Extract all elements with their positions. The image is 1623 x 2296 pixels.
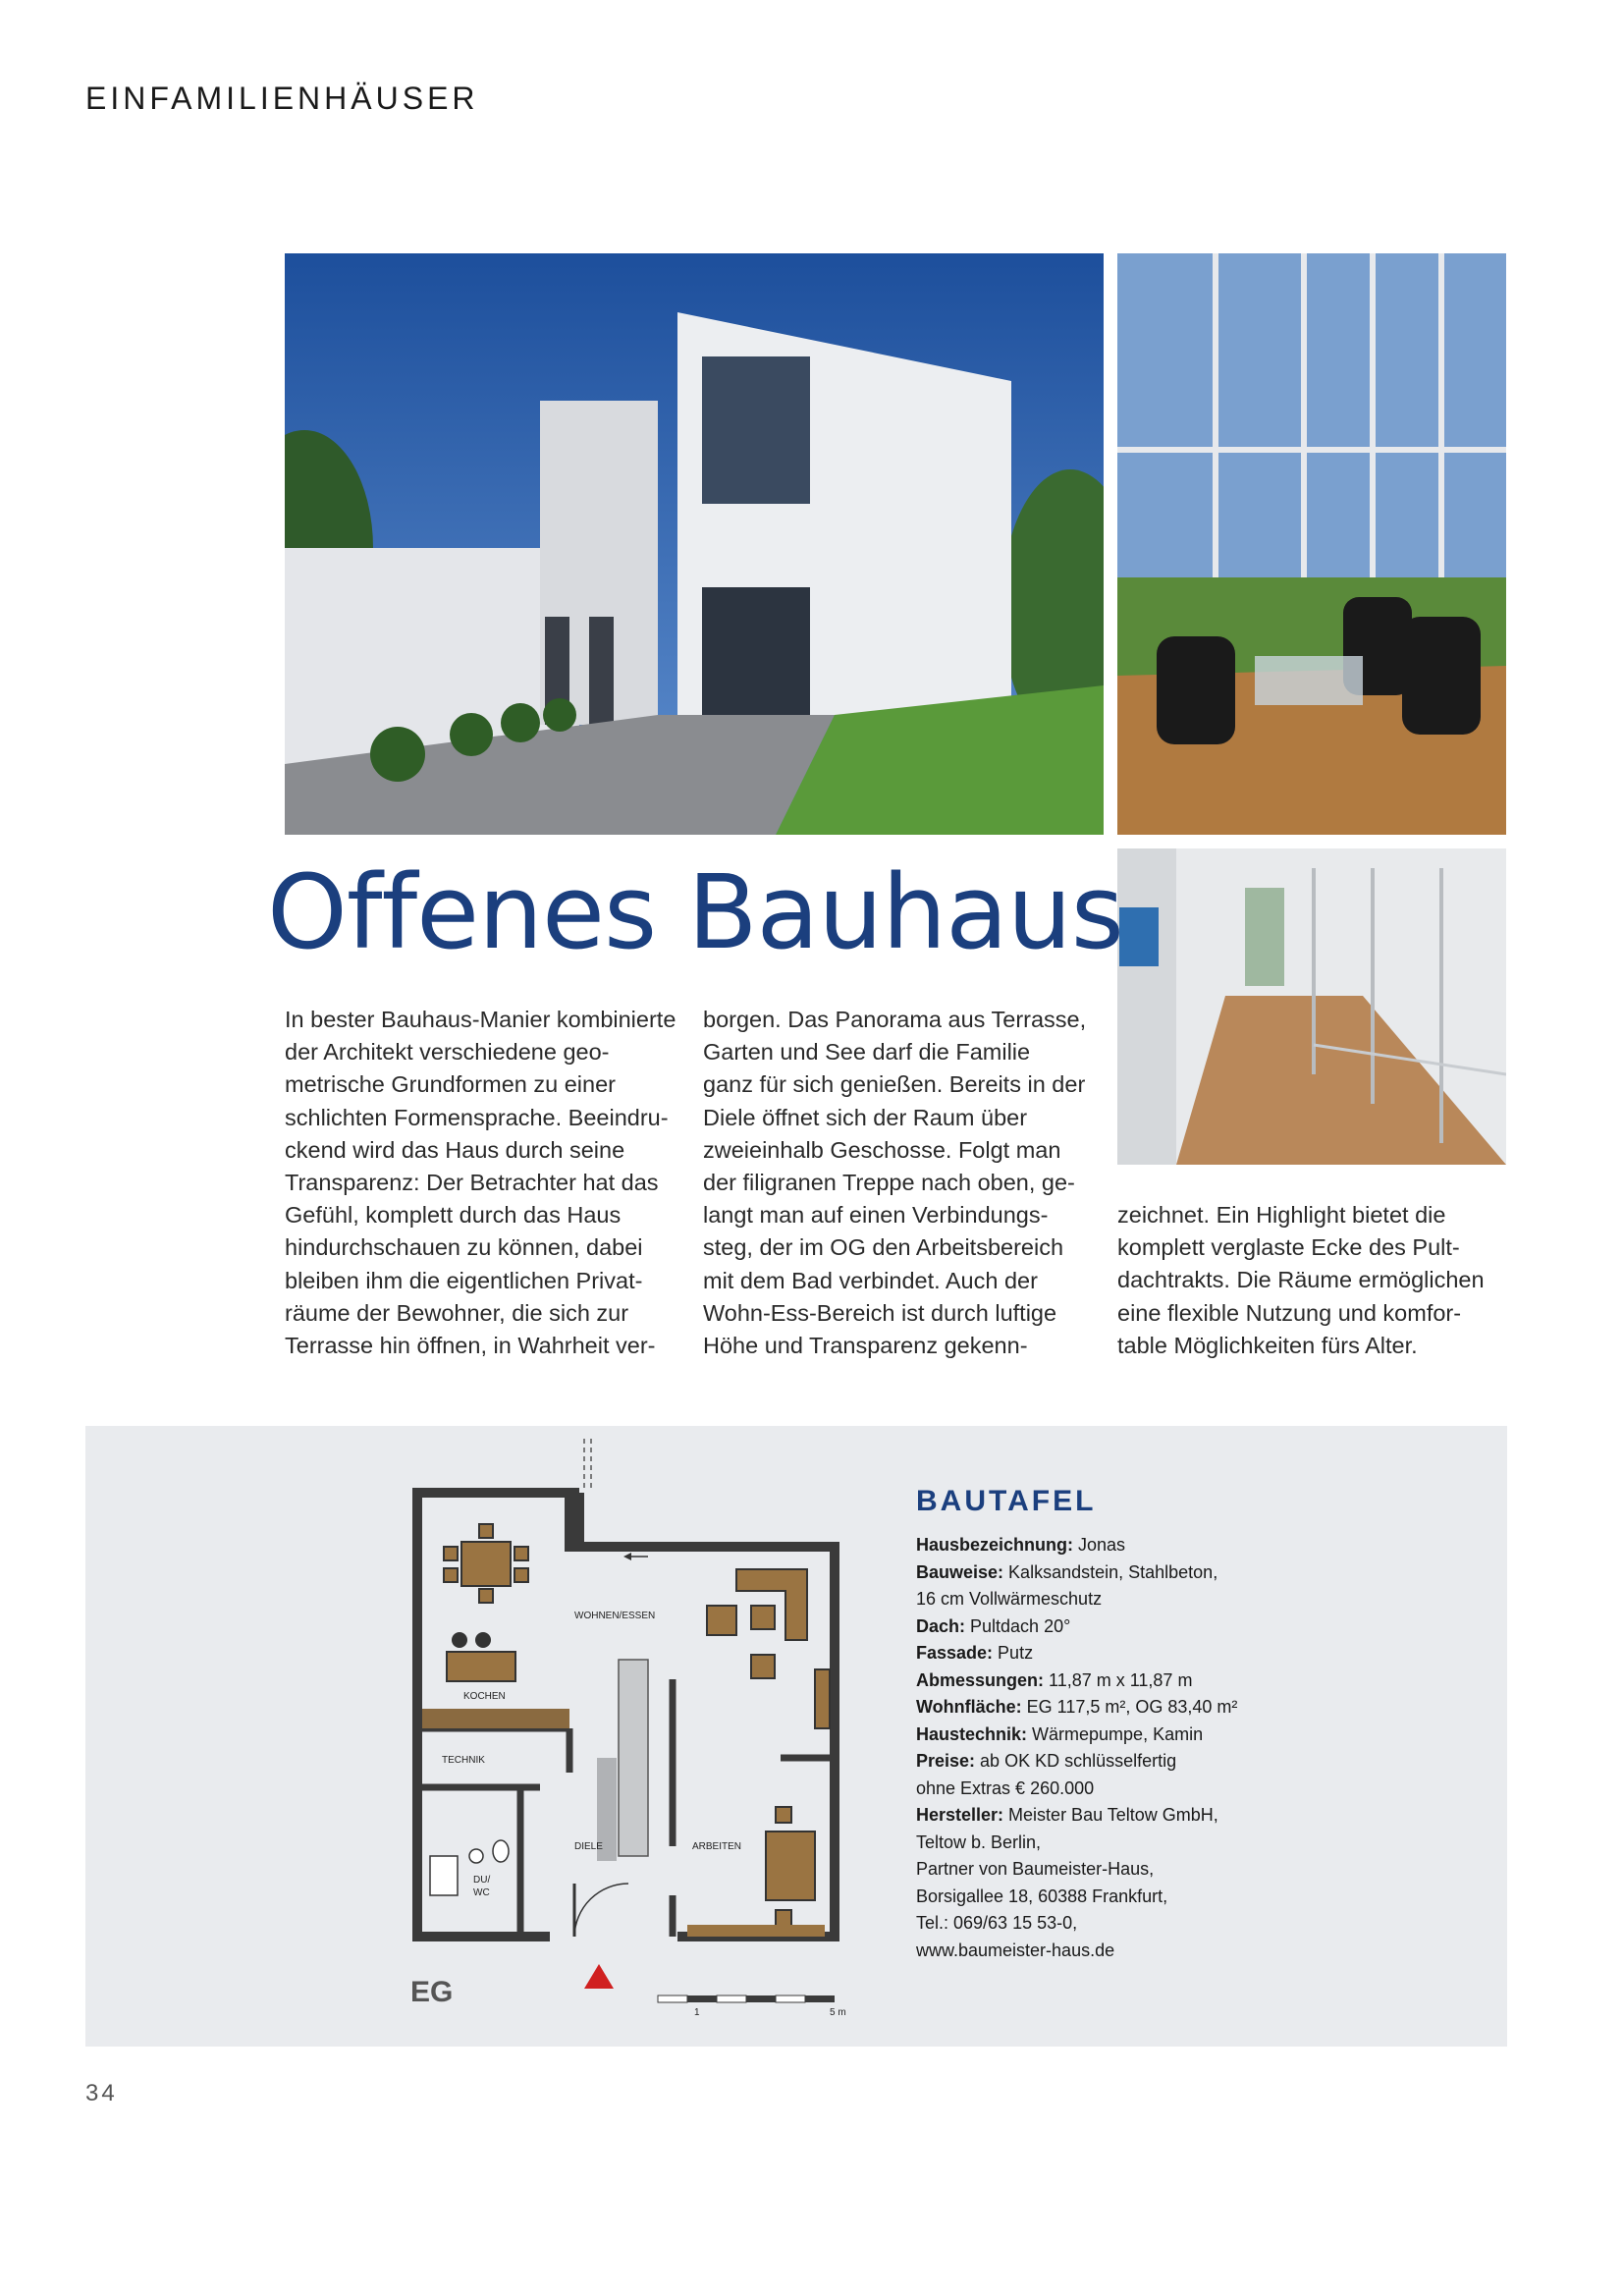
bautafel-value: Wärmepumpe, Kamin bbox=[1027, 1723, 1204, 1744]
bautafel-line bbox=[916, 1776, 1237, 1803]
bautafel-value: Borsigallee 18, 60388 Frankfurt, bbox=[916, 1886, 1168, 1906]
article-line: steg, der im OG den Arbeitsbereich bbox=[703, 1234, 1064, 1261]
bautafel-value: Kalksandstein, Stahlbeton, bbox=[1003, 1561, 1218, 1582]
bautafel-label: Wohnfläche: bbox=[916, 1697, 1022, 1717]
bautafel-line bbox=[916, 1910, 1237, 1938]
article-line: In bester Bauhaus-Manier kombinierte bbox=[285, 1007, 676, 1032]
bautafel-label: Hersteller: bbox=[916, 1805, 1004, 1825]
article-line: räume der Bewohner, die sich zur bbox=[285, 1299, 629, 1326]
bautafel-line bbox=[916, 1856, 1237, 1884]
bautafel-label: Hausbezeichnung: bbox=[916, 1535, 1074, 1555]
bautafel-details bbox=[916, 1532, 1237, 1964]
room-label-technik: TECHNIK bbox=[442, 1755, 485, 1766]
room-label-kochen: KOCHEN bbox=[463, 1691, 506, 1702]
bautafel-line bbox=[916, 1802, 1237, 1830]
bautafel-label: Bauweise: bbox=[916, 1561, 1004, 1582]
bautafel-value: www.baumeister-haus.de bbox=[916, 1940, 1115, 1960]
bautafel-heading: BAUTAFEL bbox=[916, 1485, 1097, 1517]
bautafel-line bbox=[916, 1586, 1237, 1613]
room-label-du: DU/ bbox=[473, 1875, 491, 1886]
bautafel-value: Tel.: 069/63 15 53-0, bbox=[916, 1913, 1078, 1933]
article-line: borgen. Das Panorama aus Terrasse, bbox=[703, 1007, 1087, 1032]
article-line: table Möglichkeiten fürs Alter. bbox=[1117, 1332, 1418, 1358]
article-line: ganz für sich genießen. Bereits in der bbox=[703, 1071, 1086, 1098]
article-line: Garten und See darf die Familie bbox=[703, 1039, 1031, 1066]
bautafel-value: Putz bbox=[993, 1643, 1034, 1663]
bautafel-value: Meister Bau Teltow GmbH, bbox=[1003, 1805, 1218, 1825]
bautafel-line bbox=[916, 1830, 1237, 1857]
article-line: bleiben ihm die eigentlichen Privat- bbox=[285, 1267, 643, 1293]
bautafel-value: EG 117,5 m², OG 83,40 m² bbox=[1021, 1697, 1238, 1717]
bautafel-label: Abmessungen: bbox=[916, 1669, 1045, 1690]
article-line: dachtrakts. Die Räume ermöglichen bbox=[1117, 1267, 1485, 1293]
bautafel-line bbox=[916, 1884, 1237, 1911]
article-line: hindurchschauen zu können, dabei bbox=[285, 1234, 643, 1261]
article-line: zeichnet. Ein Highlight bietet die bbox=[1117, 1202, 1446, 1228]
section-header: EINFAMILIENHÄUSER bbox=[85, 81, 479, 116]
article-line: der filigranen Treppe nach oben, ge- bbox=[703, 1170, 1075, 1196]
living-room-photo bbox=[1117, 253, 1506, 835]
article-line: schlichten Formensprache. Beeindru- bbox=[285, 1104, 669, 1130]
bautafel-line bbox=[916, 1748, 1237, 1776]
bautafel-line bbox=[916, 1559, 1237, 1587]
bautafel-line bbox=[916, 1722, 1237, 1749]
house-exterior-photo bbox=[285, 253, 1104, 835]
room-label-wohnen: WOHNEN/ESSEN bbox=[574, 1611, 656, 1621]
article-line: Gefühl, komplett durch das Haus bbox=[285, 1202, 622, 1229]
article-column-3 bbox=[1117, 1199, 1510, 1362]
article-line: Terrasse hin öffnen, in Wahrheit ver- bbox=[285, 1333, 656, 1359]
article-line: komplett verglaste Ecke des Pult- bbox=[1117, 1234, 1460, 1261]
scale-label-end: 5 m bbox=[830, 2007, 846, 2018]
bautafel-line bbox=[916, 1532, 1237, 1559]
article-line: Höhe und Transparenz gekenn- bbox=[703, 1333, 1028, 1359]
room-label-diele: DIELE bbox=[574, 1841, 603, 1852]
bautafel-value: Pultdach 20° bbox=[965, 1615, 1071, 1636]
article-line: der Architekt verschiedene geo- bbox=[285, 1039, 610, 1066]
article-line: metrische Grundformen zu einer bbox=[285, 1071, 616, 1098]
bautafel-label: Preise: bbox=[916, 1751, 976, 1771]
bautafel-line bbox=[916, 1640, 1237, 1667]
article-line: zweieinhalb Geschosse. Folgt man bbox=[703, 1136, 1061, 1163]
article-title: Offenes Bauhaus bbox=[267, 852, 1123, 972]
bautafel-line bbox=[916, 1938, 1237, 1965]
bautafel-value: Jonas bbox=[1073, 1535, 1126, 1555]
article-line: mit dem Bad verbindet. Auch der bbox=[703, 1267, 1038, 1293]
bautafel-value: ab OK KD schlüsselfertig bbox=[975, 1751, 1177, 1771]
bautafel-label: Dach: bbox=[916, 1615, 966, 1636]
bautafel-label: Haustechnik: bbox=[916, 1723, 1028, 1744]
gallery-photo bbox=[1117, 848, 1506, 1165]
bautafel-value: Partner von Baumeister-Haus, bbox=[916, 1859, 1155, 1879]
bautafel-line bbox=[916, 1667, 1237, 1695]
floor-plan bbox=[403, 1434, 864, 2023]
bautafel-value: 11,87 m x 11,87 m bbox=[1044, 1669, 1193, 1690]
bautafel-value: Teltow b. Berlin, bbox=[916, 1831, 1042, 1852]
bautafel-line bbox=[916, 1613, 1237, 1641]
article-column-2 bbox=[703, 1004, 1096, 1362]
bautafel-label: Fassade: bbox=[916, 1643, 994, 1663]
room-label-wc: WC bbox=[473, 1887, 490, 1898]
article-line: eine flexible Nutzung und komfor- bbox=[1117, 1299, 1462, 1326]
article-column-1 bbox=[285, 1004, 677, 1362]
scale-label-start: 1 bbox=[694, 2007, 700, 2018]
bautafel-value: ohne Extras € 260.000 bbox=[916, 1777, 1095, 1798]
page-number: 34 bbox=[85, 2080, 118, 2106]
article-line: Wohn-Ess-Bereich ist durch luftige bbox=[703, 1299, 1057, 1326]
bautafel-value: 16 cm Vollwärmeschutz bbox=[916, 1589, 1103, 1609]
floor-level-label: EG bbox=[410, 1976, 454, 2008]
article-line: Transparenz: Der Betrachter hat das bbox=[285, 1170, 659, 1196]
article-line: langt man auf einen Verbindungs- bbox=[703, 1202, 1049, 1229]
bautafel-line bbox=[916, 1694, 1237, 1722]
article-line: ckend wird das Haus durch seine bbox=[285, 1136, 625, 1163]
article-line: Diele öffnet sich der Raum über bbox=[703, 1104, 1028, 1130]
room-label-arbeiten: ARBEITEN bbox=[692, 1841, 742, 1852]
